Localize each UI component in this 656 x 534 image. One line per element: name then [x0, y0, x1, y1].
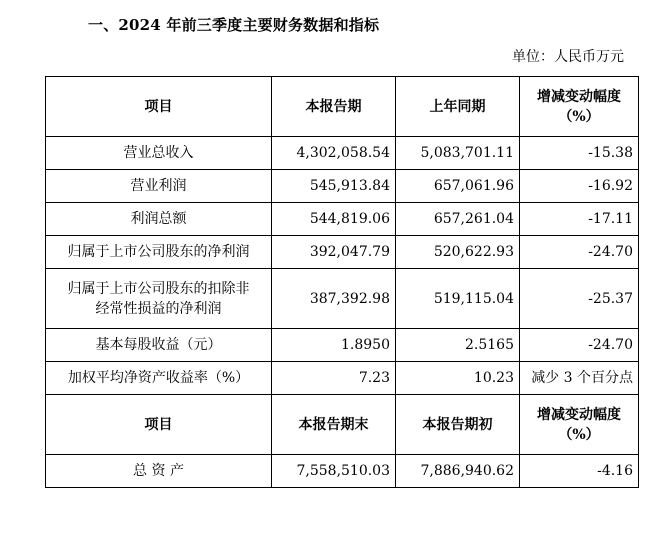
row-prior: 657,261.04 [396, 203, 520, 236]
row-current: 7.23 [272, 362, 396, 395]
row-label: 基本每股收益（元） [46, 329, 272, 362]
row-prior: 657,061.96 [396, 170, 520, 203]
row-label: 归属于上市公司股东的净利润 [46, 236, 272, 269]
row-prior: 519,115.04 [396, 269, 520, 329]
row-change: -15.38 [520, 137, 639, 170]
row-current: 545,913.84 [272, 170, 396, 203]
header2-change-line2: （%） [558, 426, 600, 443]
financial-table [45, 76, 639, 488]
header-item: 项目 [46, 77, 272, 137]
header-current-period: 本报告期 [272, 77, 396, 137]
header-change-line1: 增减变动幅度 [537, 88, 621, 105]
row-label-line1: 归属于上市公司股东的扣除非 [67, 280, 250, 297]
header-prior-period: 上年同期 [396, 77, 520, 137]
row-label: 总 资 产 [46, 455, 272, 488]
row-prior: 10.23 [396, 362, 520, 395]
header-change [520, 77, 639, 137]
row-change: 减少 3 个百分点 [520, 362, 639, 395]
table-row [46, 455, 639, 488]
row-label [46, 269, 272, 329]
table-row [46, 329, 639, 362]
row-current: 392,047.79 [272, 236, 396, 269]
table-row [46, 236, 639, 269]
row-label-line2: 经常性损益的净利润 [95, 300, 222, 317]
table-row [46, 362, 639, 395]
row-period-begin: 7,886,940.62 [396, 455, 520, 488]
row-current: 544,819.06 [272, 203, 396, 236]
row-prior: 520,622.93 [396, 236, 520, 269]
row-current: 4,302,058.54 [272, 137, 396, 170]
table-header-row [46, 77, 639, 137]
row-change: -24.70 [520, 236, 639, 269]
table-row [46, 269, 639, 329]
row-change: -24.70 [520, 329, 639, 362]
row-change: -17.11 [520, 203, 639, 236]
row-label: 利润总额 [46, 203, 272, 236]
header2-change [520, 395, 639, 455]
header2-change-line1: 增减变动幅度 [537, 406, 621, 423]
header2-period-begin: 本报告期初 [396, 395, 520, 455]
header-change-line2: （%） [558, 108, 600, 125]
row-current: 1.8950 [272, 329, 396, 362]
row-prior: 2.5165 [396, 329, 520, 362]
row-label: 营业利润 [46, 170, 272, 203]
row-current: 387,392.98 [272, 269, 396, 329]
row-period-end: 7,558,510.03 [272, 455, 396, 488]
section-heading: 一、2024 年前三季度主要财务数据和指标 [88, 16, 380, 34]
table-row [46, 170, 639, 203]
row-change: -16.92 [520, 170, 639, 203]
row-change: -25.37 [520, 269, 639, 329]
unit-label: 单位：人民币万元 [512, 49, 624, 65]
table-row [46, 203, 639, 236]
row-label: 营业总收入 [46, 137, 272, 170]
row-change: -4.16 [520, 455, 639, 488]
row-label: 加权平均净资产收益率（%） [46, 362, 272, 395]
row-prior: 5,083,701.11 [396, 137, 520, 170]
table-header-row-2 [46, 395, 639, 455]
header2-period-end: 本报告期末 [272, 395, 396, 455]
header2-item: 项目 [46, 395, 272, 455]
table-row [46, 137, 639, 170]
